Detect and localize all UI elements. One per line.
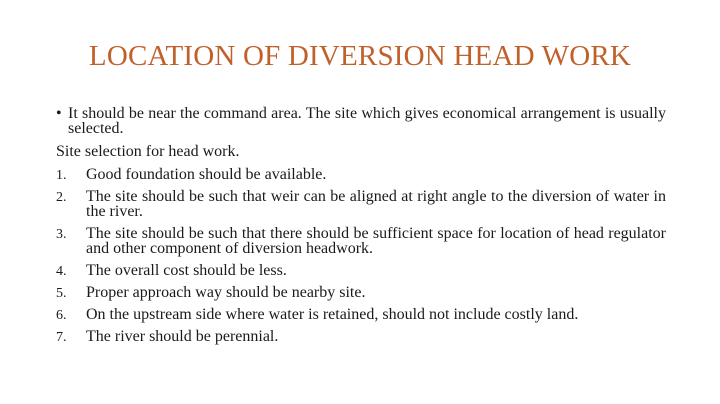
site-selection-list xyxy=(56,167,666,344)
list-item-text: The site should be such that weir can be aligned at right angle to the diversion of water in the river. xyxy=(86,188,666,220)
list-item-text: Proper approach way should be nearby site. xyxy=(86,284,366,301)
list-item xyxy=(56,167,666,182)
bullet-point xyxy=(56,106,666,136)
list-item-text: The overall cost should be less. xyxy=(86,262,287,279)
list-item xyxy=(56,285,666,300)
list-item-number: 3. xyxy=(56,227,67,242)
bullet-text: It should be near the command area. The site which gives economical arrangement is usually selected. xyxy=(68,105,666,137)
list-item-number: 4. xyxy=(56,264,67,279)
list-item xyxy=(56,263,666,278)
slide-title: LOCATION OF DIVERSION HEAD WORK xyxy=(88,40,632,72)
list-item-number: 2. xyxy=(56,190,67,205)
list-item xyxy=(56,226,666,256)
list-item xyxy=(56,329,666,344)
list-item xyxy=(56,189,666,219)
list-item-number: 7. xyxy=(56,330,67,345)
list-item-number: 5. xyxy=(56,286,67,301)
bullet-marker: • xyxy=(56,105,62,122)
site-selection-heading: Site selection for head work. xyxy=(56,143,240,160)
list-item-number: 1. xyxy=(56,168,67,183)
list-item-text: On the upstream side where water is retained, should not include costly land. xyxy=(86,306,579,323)
list-item-text: Good foundation should be available. xyxy=(86,166,327,183)
list-item-text: The site should be such that there should be sufficient space for location of head regulator and other component of diversion headwork. xyxy=(86,225,666,257)
list-item-number: 6. xyxy=(56,308,67,323)
list-item xyxy=(56,307,666,322)
slide-content xyxy=(56,106,666,351)
list-item-text: The river should be perennial. xyxy=(86,328,279,345)
